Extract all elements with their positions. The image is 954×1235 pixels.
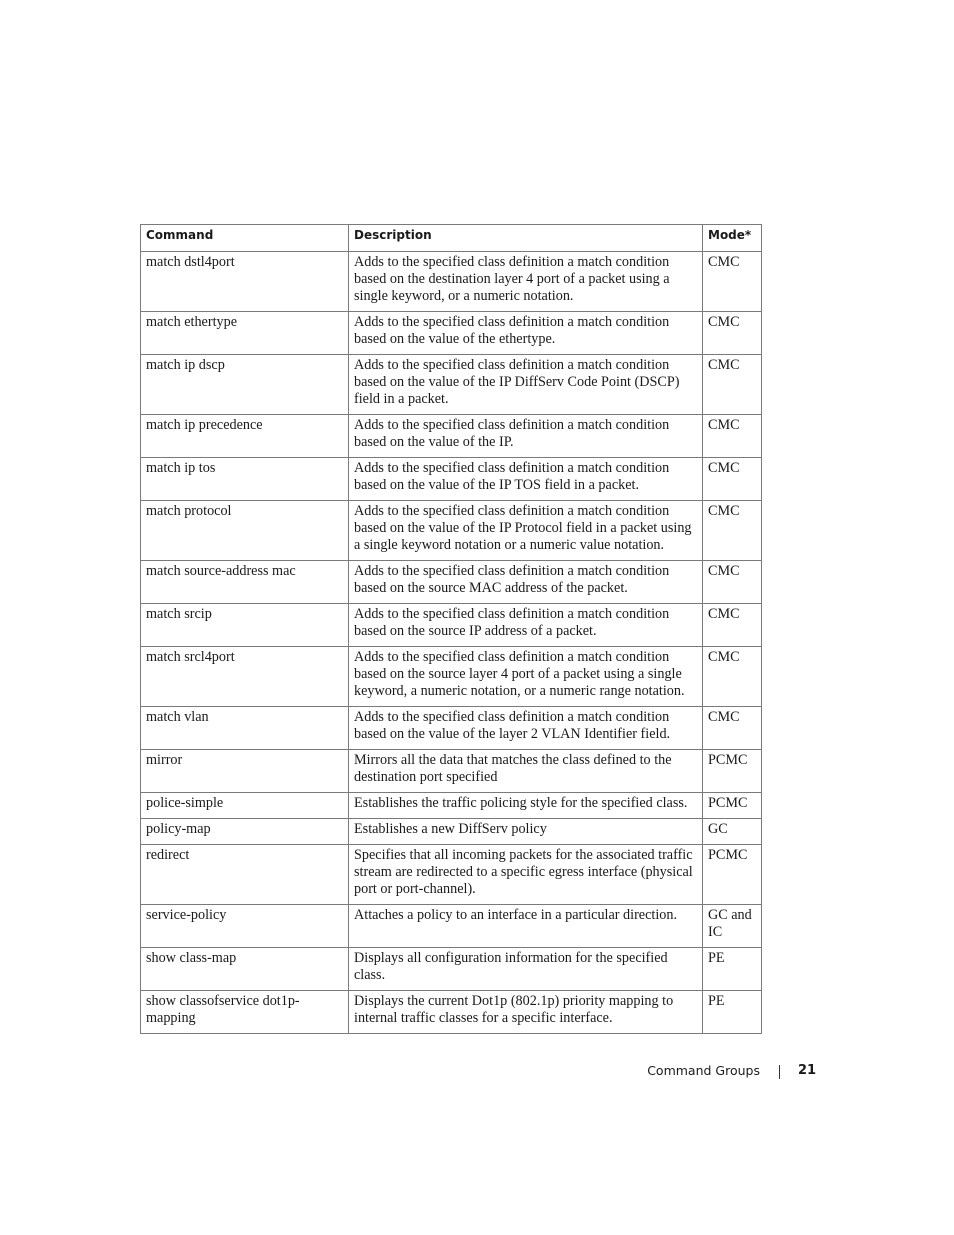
header-command: Command (141, 225, 349, 252)
footer-divider (779, 1065, 780, 1079)
table-row (141, 793, 762, 819)
cell-command: show classofservice dot1p-mapping (141, 991, 349, 1034)
cell-description: Adds to the specified class definition a match condition based on the value of the IP TOS field in a packet. (349, 458, 703, 501)
table-row (141, 252, 762, 312)
cell-mode: PCMC (703, 845, 762, 905)
header-mode: Mode* (703, 225, 762, 252)
cell-command: redirect (141, 845, 349, 905)
cell-description: Adds to the specified class definition a match condition based on the source IP address of a packet. (349, 604, 703, 647)
cell-description: Adds to the specified class definition a match condition based on the destination layer 4 port of a packet using a single keyword, or a numeric notation. (349, 252, 703, 312)
cell-description: Establishes a new DiffServ policy (349, 819, 703, 845)
cell-command: match dstl4port (141, 252, 349, 312)
cell-command: match ip dscp (141, 355, 349, 415)
header-description: Description (349, 225, 703, 252)
table-row (141, 355, 762, 415)
cell-command: match ip precedence (141, 415, 349, 458)
cell-description: Adds to the specified class definition a match condition based on the value of the IP Protocol field in a packet using a single keyword notation or a numeric value notation. (349, 501, 703, 561)
cell-mode: GC and IC (703, 905, 762, 948)
command-table (140, 224, 762, 1034)
cell-description: Adds to the specified class definition a match condition based on the value of the IP DiffServ Code Point (DSCP) field in a packet. (349, 355, 703, 415)
table-row (141, 604, 762, 647)
cell-description: Adds to the specified class definition a match condition based on the value of the ethertype. (349, 312, 703, 355)
cell-mode: PCMC (703, 793, 762, 819)
table-row (141, 819, 762, 845)
cell-command: match ethertype (141, 312, 349, 355)
cell-description: Adds to the specified class definition a match condition based on the value of the layer 2 VLAN Identifier field. (349, 707, 703, 750)
table-row (141, 415, 762, 458)
cell-description: Specifies that all incoming packets for the associated traffic stream are redirected to a specific egress interface (physical port or port-channel). (349, 845, 703, 905)
cell-mode: PE (703, 948, 762, 991)
table-row (141, 991, 762, 1034)
cell-mode: PCMC (703, 750, 762, 793)
cell-mode: CMC (703, 561, 762, 604)
page-footer (0, 1062, 954, 1082)
cell-mode: CMC (703, 604, 762, 647)
table-row (141, 707, 762, 750)
cell-mode: CMC (703, 647, 762, 707)
cell-mode: PE (703, 991, 762, 1034)
table-row (141, 501, 762, 561)
table-row (141, 948, 762, 991)
cell-mode: CMC (703, 415, 762, 458)
cell-mode: CMC (703, 355, 762, 415)
cell-description: Attaches a policy to an interface in a particular direction. (349, 905, 703, 948)
cell-command: match vlan (141, 707, 349, 750)
cell-description: Displays the current Dot1p (802.1p) priority mapping to internal traffic classes for a specific interface. (349, 991, 703, 1034)
table-header-row (141, 225, 762, 252)
cell-description: Adds to the specified class definition a match condition based on the source layer 4 port of a packet using a single keyword, a numeric notation, or a numeric range notation. (349, 647, 703, 707)
cell-mode: CMC (703, 501, 762, 561)
cell-command: policy-map (141, 819, 349, 845)
table-row (141, 312, 762, 355)
cell-command: match srcl4port (141, 647, 349, 707)
cell-description: Adds to the specified class definition a match condition based on the source MAC address of the packet. (349, 561, 703, 604)
table-row (141, 750, 762, 793)
cell-command: match ip tos (141, 458, 349, 501)
cell-description: Adds to the specified class definition a match condition based on the value of the IP. (349, 415, 703, 458)
cell-command: show class-map (141, 948, 349, 991)
table-row (141, 905, 762, 948)
cell-command: match protocol (141, 501, 349, 561)
cell-mode: CMC (703, 312, 762, 355)
cell-mode: CMC (703, 458, 762, 501)
cell-mode: CMC (703, 707, 762, 750)
table-row (141, 561, 762, 604)
table-row (141, 458, 762, 501)
cell-description: Displays all configuration information for the specified class. (349, 948, 703, 991)
cell-command: police-simple (141, 793, 349, 819)
cell-command: mirror (141, 750, 349, 793)
table-row (141, 647, 762, 707)
table-body (141, 252, 762, 1034)
cell-command: match source-address mac (141, 561, 349, 604)
cell-description: Mirrors all the data that matches the class defined to the destination port specified (349, 750, 703, 793)
cell-mode: CMC (703, 252, 762, 312)
cell-mode: GC (703, 819, 762, 845)
cell-command: service-policy (141, 905, 349, 948)
table-row (141, 845, 762, 905)
cell-command: match srcip (141, 604, 349, 647)
page-number: 21 (798, 1063, 817, 1078)
cell-description: Establishes the traffic policing style for the specified class. (349, 793, 703, 819)
footer-section-title: Command Groups (647, 1063, 760, 1078)
